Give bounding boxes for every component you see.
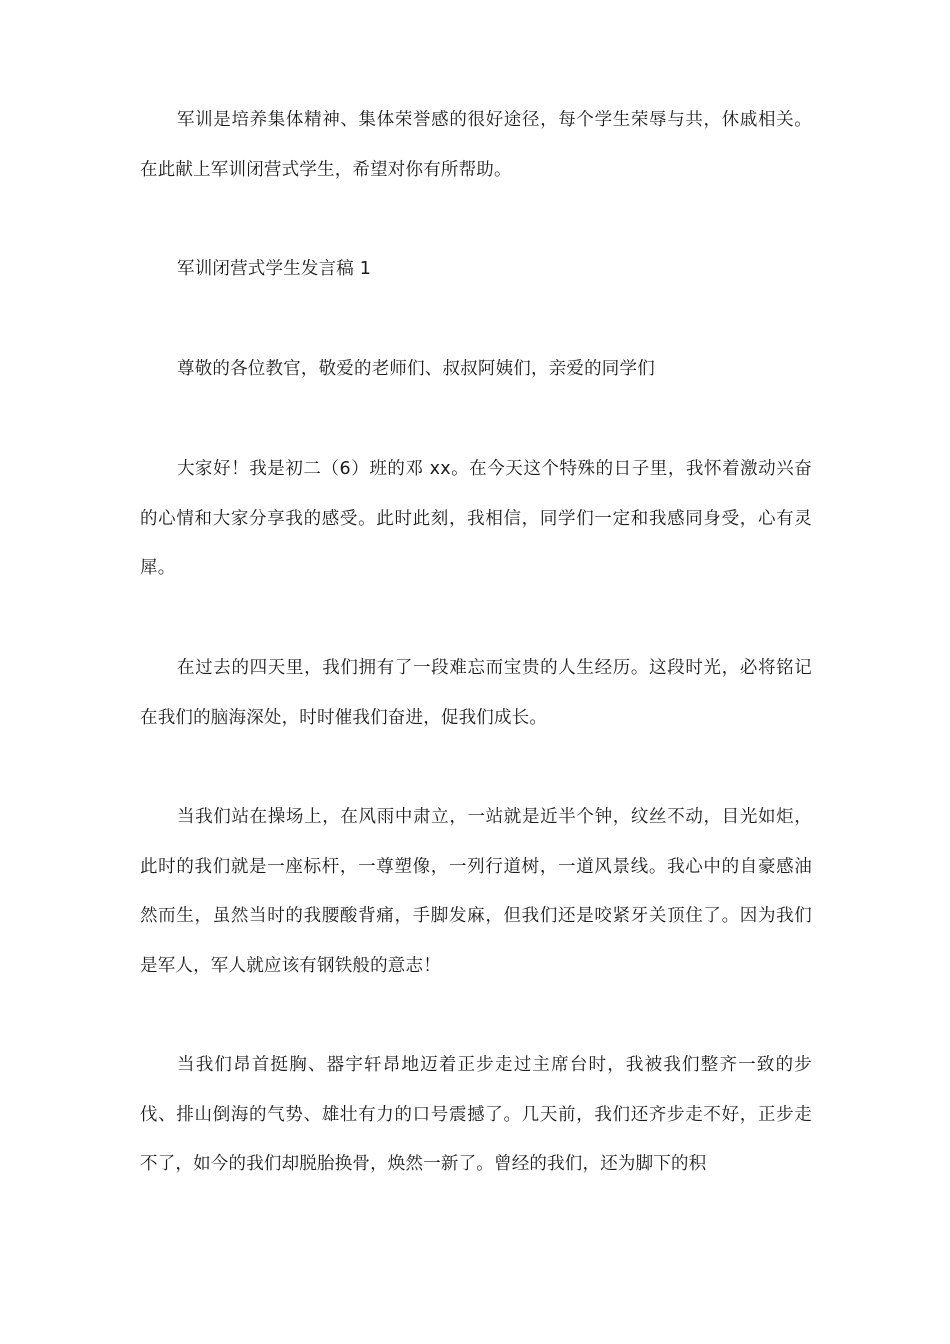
body-paragraph: 大家好！我是初二（6）班的邓 xx。在今天这个特殊的日子里，我怀着激动兴奋的心情和大家分享我的感受。此时此刻，我相信，同学们一定和我感同身受，心有灵犀。	[140, 459, 812, 578]
body-paragraph: 当我们站在操场上，在风雨中肃立，一站就是近半个钟，纹丝不动，目光如炬，此时的我们就是一座标杆，一尊塑像，一列行道树，一道风景线。我心中的自豪感油然而生，虽然当时的我腰酸背痛，手脚发麻，但我们还是咬紧牙关顶住了。因为我们是军人，军人就应该有钢铁般的意志！	[140, 807, 812, 976]
body-paragraph: 在过去的四天里，我们拥有了一段难忘而宝贵的人生经历。这段时光，必将铭记在我们的脑海深处，时时催我们奋进，促我们成长。	[140, 658, 812, 728]
intro-paragraph: 军训是培养集体精神、集体荣誉感的很好途径，每个学生荣辱与共，休戚相关。在此献上军训闭营式学生，希望对你有所帮助。	[140, 110, 812, 180]
speech-title: 军训闭营式学生发言稿 1	[177, 259, 372, 279]
salutation-paragraph: 尊敬的各位教官，敬爱的老师们、叔叔阿姨们，亲爱的同学们	[177, 359, 655, 379]
body-paragraph: 当我们昂首挺胸、器宇轩昂地迈着正步走过主席台时，我被我们整齐一致的步伐、排山倒海的气势、雄壮有力的口号震撼了。几天前，我们还齐步走不好，正步走不了，如今的我们却脱胎换骨，焕然一新了。曾经的我们，还为脚下的积	[140, 1055, 812, 1174]
